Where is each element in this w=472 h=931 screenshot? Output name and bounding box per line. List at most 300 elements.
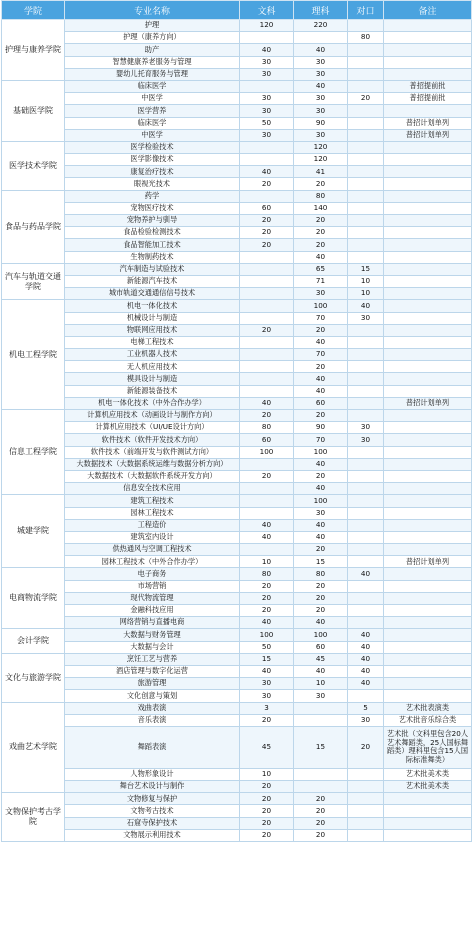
table-row — [2, 531, 472, 543]
like-cell: 40 — [294, 251, 348, 263]
like-cell: 65 — [294, 263, 348, 275]
wenke-cell: 80 — [240, 568, 294, 580]
like-cell: 41 — [294, 166, 348, 178]
table-body — [2, 20, 472, 842]
major-cell: 电梯工程技术 — [65, 336, 240, 348]
like-cell: 10 — [294, 678, 348, 690]
wenke-cell — [240, 251, 294, 263]
table-row — [2, 68, 472, 80]
table-row — [2, 349, 472, 361]
note-cell — [384, 361, 472, 373]
note-cell — [384, 805, 472, 817]
table-row — [2, 817, 472, 829]
wenke-cell — [240, 154, 294, 166]
note-cell — [384, 385, 472, 397]
note-cell — [384, 190, 472, 202]
major-cell: 食品智能加工技术 — [65, 239, 240, 251]
note-cell — [384, 507, 472, 519]
wenke-cell: 20 — [240, 817, 294, 829]
note-cell — [384, 349, 472, 361]
table-row — [2, 324, 472, 336]
duikou-cell — [348, 519, 384, 531]
note-cell — [384, 178, 472, 190]
table-row — [2, 580, 472, 592]
table-row — [2, 629, 472, 641]
duikou-cell: 30 — [348, 312, 384, 324]
duikou-cell — [348, 410, 384, 422]
table-row — [2, 105, 472, 117]
table-row — [2, 829, 472, 841]
table-row — [2, 336, 472, 348]
college-cell: 护理与康养学院 — [2, 20, 65, 81]
major-cell: 园林工程技术（中外合作办学） — [65, 556, 240, 568]
major-cell: 眼视光技术 — [65, 178, 240, 190]
wenke-cell: 40 — [240, 166, 294, 178]
note-cell — [384, 300, 472, 312]
duikou-cell — [348, 531, 384, 543]
major-cell: 园林工程技术 — [65, 507, 240, 519]
major-cell: 中医学 — [65, 129, 240, 141]
wenke-cell — [240, 385, 294, 397]
note-cell — [384, 519, 472, 531]
table-row — [2, 44, 472, 56]
note-cell — [384, 531, 472, 543]
major-cell: 文物展示利用技术 — [65, 829, 240, 841]
like-cell: 20 — [294, 178, 348, 190]
wenke-cell: 20 — [240, 714, 294, 726]
note-cell — [384, 324, 472, 336]
like-cell: 40 — [294, 519, 348, 531]
table-row — [2, 617, 472, 629]
like-cell: 80 — [294, 568, 348, 580]
table-row — [2, 434, 472, 446]
table-row — [2, 385, 472, 397]
like-cell: 30 — [294, 690, 348, 702]
duikou-cell — [348, 385, 384, 397]
note-cell: 普招提前批 — [384, 93, 472, 105]
note-cell — [384, 690, 472, 702]
note-cell — [384, 32, 472, 44]
like-cell: 100 — [294, 495, 348, 507]
major-cell: 康复治疗技术 — [65, 166, 240, 178]
college-cell: 汽车与轨道交通学院 — [2, 263, 65, 300]
duikou-cell — [348, 129, 384, 141]
wenke-cell: 30 — [240, 105, 294, 117]
duikou-cell — [348, 190, 384, 202]
table-row — [2, 805, 472, 817]
table-row — [2, 458, 472, 470]
like-cell: 80 — [294, 190, 348, 202]
wenke-cell: 120 — [240, 20, 294, 32]
enrollment-table — [1, 0, 472, 842]
wenke-cell: 60 — [240, 434, 294, 446]
college-cell: 文化与旅游学院 — [2, 653, 65, 702]
wenke-cell — [240, 80, 294, 92]
table-row — [2, 20, 472, 32]
table-row — [2, 80, 472, 92]
major-cell: 临床医学 — [65, 117, 240, 129]
like-cell — [294, 702, 348, 714]
like-cell: 120 — [294, 141, 348, 153]
note-cell — [384, 202, 472, 214]
major-cell: 大数据技术（大数据软件系统开发方向） — [65, 470, 240, 482]
note-cell: 艺术批（文科里包含20人艺术舞蹈类，25人国标舞蹈类）理科里包含15人国际标准舞类） — [384, 726, 472, 768]
major-cell: 医学营养 — [65, 105, 240, 117]
duikou-cell: 40 — [348, 653, 384, 665]
duikou-cell — [348, 690, 384, 702]
wenke-cell: 20 — [240, 215, 294, 227]
note-cell — [384, 105, 472, 117]
major-cell: 大数据与会计 — [65, 641, 240, 653]
table-row — [2, 32, 472, 44]
table-row — [2, 678, 472, 690]
header-wenke: 文科 — [240, 1, 294, 20]
note-cell — [384, 44, 472, 56]
duikou-cell — [348, 251, 384, 263]
wenke-cell — [240, 507, 294, 519]
major-cell: 智慧健康养老服务与管理 — [65, 56, 240, 68]
like-cell — [294, 768, 348, 780]
note-cell — [384, 68, 472, 80]
like-cell: 30 — [294, 56, 348, 68]
wenke-cell — [240, 288, 294, 300]
like-cell: 60 — [294, 641, 348, 653]
duikou-cell: 40 — [348, 300, 384, 312]
wenke-cell: 30 — [240, 690, 294, 702]
like-cell: 20 — [294, 215, 348, 227]
note-cell: 艺术批美术类 — [384, 768, 472, 780]
table-row — [2, 154, 472, 166]
like-cell: 40 — [294, 483, 348, 495]
college-cell: 文物保护考古学院 — [2, 793, 65, 842]
duikou-cell: 20 — [348, 726, 384, 768]
table-row — [2, 190, 472, 202]
table-row — [2, 361, 472, 373]
wenke-cell: 10 — [240, 768, 294, 780]
note-cell: 艺术批音乐综合类 — [384, 714, 472, 726]
note-cell — [384, 56, 472, 68]
note-cell — [384, 470, 472, 482]
note-cell — [384, 653, 472, 665]
like-cell: 20 — [294, 239, 348, 251]
wenke-cell: 30 — [240, 129, 294, 141]
table-row — [2, 519, 472, 531]
major-cell: 机电一体化技术 — [65, 300, 240, 312]
like-cell: 20 — [294, 817, 348, 829]
like-cell: 71 — [294, 275, 348, 287]
header-row — [2, 1, 472, 20]
note-cell — [384, 239, 472, 251]
major-cell: 现代物流管理 — [65, 592, 240, 604]
like-cell: 140 — [294, 202, 348, 214]
like-cell: 20 — [294, 592, 348, 604]
like-cell: 100 — [294, 446, 348, 458]
note-cell — [384, 641, 472, 653]
like-cell: 90 — [294, 422, 348, 434]
like-cell: 40 — [294, 665, 348, 677]
table-row — [2, 422, 472, 434]
like-cell: 40 — [294, 44, 348, 56]
duikou-cell: 30 — [348, 434, 384, 446]
wenke-cell: 30 — [240, 678, 294, 690]
wenke-cell — [240, 300, 294, 312]
wenke-cell — [240, 32, 294, 44]
wenke-cell — [240, 275, 294, 287]
like-cell: 30 — [294, 93, 348, 105]
duikou-cell — [348, 178, 384, 190]
duikou-cell — [348, 239, 384, 251]
wenke-cell: 20 — [240, 580, 294, 592]
like-cell: 70 — [294, 434, 348, 446]
like-cell: 70 — [294, 349, 348, 361]
wenke-cell — [240, 361, 294, 373]
college-cell: 戏曲艺术学院 — [2, 702, 65, 793]
duikou-cell — [348, 781, 384, 793]
like-cell: 15 — [294, 556, 348, 568]
major-cell: 护理（康养方向） — [65, 32, 240, 44]
note-cell: 普招提前批 — [384, 80, 472, 92]
table-row — [2, 93, 472, 105]
table-row — [2, 56, 472, 68]
college-cell: 会计学院 — [2, 629, 65, 653]
major-cell: 汽车制造与试验技术 — [65, 263, 240, 275]
like-cell: 40 — [294, 385, 348, 397]
note-cell: 普招计划单列 — [384, 117, 472, 129]
note-cell — [384, 544, 472, 556]
duikou-cell — [348, 793, 384, 805]
note-cell — [384, 446, 472, 458]
like-cell: 45 — [294, 653, 348, 665]
table-row — [2, 275, 472, 287]
major-cell: 大数据与财务管理 — [65, 629, 240, 641]
duikou-cell: 30 — [348, 422, 384, 434]
table-row — [2, 768, 472, 780]
wenke-cell: 30 — [240, 68, 294, 80]
wenke-cell: 20 — [240, 239, 294, 251]
duikou-cell — [348, 361, 384, 373]
like-cell: 20 — [294, 580, 348, 592]
wenke-cell — [240, 141, 294, 153]
like-cell: 60 — [294, 397, 348, 409]
duikou-cell — [348, 44, 384, 56]
wenke-cell: 20 — [240, 781, 294, 793]
table-row — [2, 446, 472, 458]
like-cell: 70 — [294, 312, 348, 324]
like-cell: 40 — [294, 531, 348, 543]
duikou-cell — [348, 141, 384, 153]
major-cell: 文物修复与保护 — [65, 793, 240, 805]
major-cell: 信息安全技术应用 — [65, 483, 240, 495]
duikou-cell: 40 — [348, 678, 384, 690]
duikou-cell — [348, 373, 384, 385]
wenke-cell — [240, 312, 294, 324]
major-cell: 工业机器人技术 — [65, 349, 240, 361]
like-cell: 20 — [294, 829, 348, 841]
like-cell: 30 — [294, 288, 348, 300]
major-cell: 供热通风与空调工程技术 — [65, 544, 240, 556]
note-cell — [384, 275, 472, 287]
table-row — [2, 544, 472, 556]
header-duikou: 对口 — [348, 1, 384, 20]
duikou-cell — [348, 805, 384, 817]
duikou-cell — [348, 507, 384, 519]
table-row — [2, 166, 472, 178]
note-cell — [384, 665, 472, 677]
note-cell — [384, 263, 472, 275]
duikou-cell — [348, 56, 384, 68]
duikou-cell — [348, 336, 384, 348]
duikou-cell — [348, 446, 384, 458]
like-cell: 20 — [294, 544, 348, 556]
duikou-cell — [348, 324, 384, 336]
duikou-cell: 30 — [348, 714, 384, 726]
wenke-cell: 100 — [240, 446, 294, 458]
college-cell: 医学技术学院 — [2, 141, 65, 190]
major-cell: 医学影像技术 — [65, 154, 240, 166]
major-cell: 生物制药技术 — [65, 251, 240, 263]
table-row — [2, 300, 472, 312]
table-row — [2, 568, 472, 580]
note-cell — [384, 215, 472, 227]
major-cell: 物联网应用技术 — [65, 324, 240, 336]
table-row — [2, 726, 472, 768]
note-cell: 普招计划单列 — [384, 397, 472, 409]
table-row — [2, 605, 472, 617]
duikou-cell — [348, 817, 384, 829]
wenke-cell — [240, 263, 294, 275]
major-cell: 宠物医疗技术 — [65, 202, 240, 214]
table-row — [2, 141, 472, 153]
note-cell — [384, 422, 472, 434]
duikou-cell: 40 — [348, 641, 384, 653]
major-cell: 计算机应用技术（动画设计与制作方向） — [65, 410, 240, 422]
major-cell: 市场营销 — [65, 580, 240, 592]
college-cell: 食品与药品学院 — [2, 190, 65, 263]
major-cell: 中医学 — [65, 93, 240, 105]
wenke-cell: 30 — [240, 93, 294, 105]
wenke-cell: 80 — [240, 422, 294, 434]
wenke-cell — [240, 190, 294, 202]
note-cell — [384, 288, 472, 300]
duikou-cell — [348, 544, 384, 556]
major-cell: 医学检验技术 — [65, 141, 240, 153]
note-cell: 艺术批表演类 — [384, 702, 472, 714]
like-cell: 20 — [294, 793, 348, 805]
table-row — [2, 556, 472, 568]
major-cell: 机械设计与制造 — [65, 312, 240, 324]
like-cell: 20 — [294, 324, 348, 336]
like-cell — [294, 714, 348, 726]
college-cell: 电商物流学院 — [2, 568, 65, 629]
table-row — [2, 495, 472, 507]
wenke-cell: 20 — [240, 793, 294, 805]
table-row — [2, 793, 472, 805]
major-cell: 计算机应用技术（UI/UE设计方向） — [65, 422, 240, 434]
note-cell — [384, 458, 472, 470]
table-row — [2, 641, 472, 653]
note-cell — [384, 336, 472, 348]
like-cell — [294, 781, 348, 793]
duikou-cell — [348, 592, 384, 604]
note-cell — [384, 434, 472, 446]
major-cell: 文物考古技术 — [65, 805, 240, 817]
wenke-cell: 10 — [240, 556, 294, 568]
college-cell: 信息工程学院 — [2, 410, 65, 495]
note-cell — [384, 817, 472, 829]
major-cell: 建筑工程技术 — [65, 495, 240, 507]
duikou-cell — [348, 20, 384, 32]
table-row — [2, 483, 472, 495]
table-row — [2, 202, 472, 214]
wenke-cell — [240, 495, 294, 507]
major-cell: 烹饪工艺与营养 — [65, 653, 240, 665]
duikou-cell — [348, 80, 384, 92]
major-cell: 机电一体化技术（中外合作办学） — [65, 397, 240, 409]
header-note: 备注 — [384, 1, 472, 20]
major-cell: 药学 — [65, 190, 240, 202]
wenke-cell: 20 — [240, 592, 294, 604]
like-cell: 90 — [294, 117, 348, 129]
note-cell — [384, 251, 472, 263]
wenke-cell: 40 — [240, 519, 294, 531]
duikou-cell — [348, 154, 384, 166]
table-row — [2, 117, 472, 129]
table-row — [2, 397, 472, 409]
note-cell — [384, 617, 472, 629]
note-cell: 艺术批美术类 — [384, 781, 472, 793]
major-cell: 音乐表演 — [65, 714, 240, 726]
like-cell: 20 — [294, 227, 348, 239]
duikou-cell: 40 — [348, 629, 384, 641]
table-row — [2, 781, 472, 793]
header-college: 学院 — [2, 1, 65, 20]
wenke-cell: 20 — [240, 470, 294, 482]
like-cell: 220 — [294, 20, 348, 32]
duikou-cell: 5 — [348, 702, 384, 714]
table-row — [2, 312, 472, 324]
major-cell: 大数据技术（大数据系统运维与数据分析方向） — [65, 458, 240, 470]
duikou-cell — [348, 215, 384, 227]
major-cell: 工程造价 — [65, 519, 240, 531]
major-cell: 模具设计与制造 — [65, 373, 240, 385]
major-cell: 婴幼儿托育服务与管理 — [65, 68, 240, 80]
header-like: 理科 — [294, 1, 348, 20]
major-cell: 酒店管理与数字化运营 — [65, 665, 240, 677]
wenke-cell: 40 — [240, 44, 294, 56]
duikou-cell — [348, 470, 384, 482]
major-cell: 舞蹈表演 — [65, 726, 240, 768]
wenke-cell: 50 — [240, 117, 294, 129]
wenke-cell: 60 — [240, 202, 294, 214]
duikou-cell — [348, 166, 384, 178]
duikou-cell — [348, 768, 384, 780]
duikou-cell — [348, 605, 384, 617]
table-row — [2, 702, 472, 714]
duikou-cell — [348, 68, 384, 80]
note-cell — [384, 495, 472, 507]
like-cell: 40 — [294, 336, 348, 348]
duikou-cell — [348, 458, 384, 470]
table-row — [2, 653, 472, 665]
wenke-cell: 30 — [240, 56, 294, 68]
like-cell: 100 — [294, 629, 348, 641]
like-cell: 20 — [294, 470, 348, 482]
wenke-cell: 20 — [240, 605, 294, 617]
duikou-cell — [348, 483, 384, 495]
wenke-cell: 20 — [240, 410, 294, 422]
note-cell — [384, 312, 472, 324]
duikou-cell — [348, 105, 384, 117]
